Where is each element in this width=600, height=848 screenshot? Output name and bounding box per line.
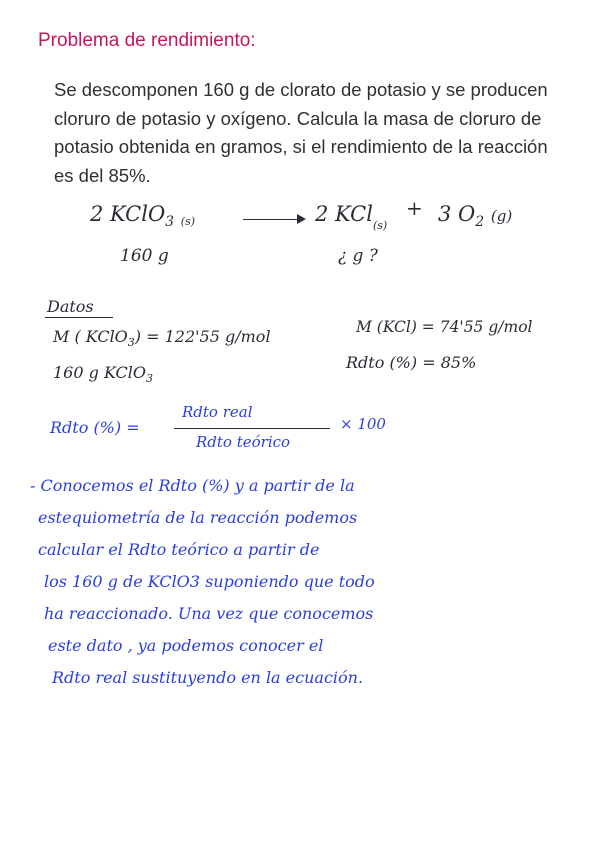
explanation-line: estequiometría de la reacción podemos [38,508,358,527]
rdto-value: Rdto (%) = 85% [346,353,477,372]
product1-formula: 2 KCl [315,202,373,226]
explanation-line: ha reaccionado. Una vez que conocemos [44,604,374,623]
mass-kclo3-prefix: 160 g KClO [53,363,146,382]
reaction-arrow-head [297,214,306,224]
product1-state: (s) [372,219,388,232]
explanation-line: este dato , ya podemos conocer el [48,636,324,655]
explanation-line: Rdto real sustituyendo en la ecuación. [52,668,364,687]
explanation-line: los 160 g de KClO3 suponiendo que todo [44,572,375,591]
reaction-arrow-line [243,219,299,220]
datos-underline [45,317,113,318]
formula-fraction-line [174,428,330,429]
explanation-line: calcular el Rdto teórico a partir de [38,540,320,559]
molar-mass-kclo3 [53,327,271,349]
equation-reactant [90,202,195,230]
problem-statement: Se descomponen 160 g de clorato de potasio y se producen cloruro de potasio y oxígeno. Calcula la masa de cloruro de potasio obtenida en gramos, si el rendimiento de la reacción es del 85%. [54,79,548,186]
problem-heading: Problema de rendimiento: [38,30,256,51]
molar-mass-kcl: M (KCl) = 74'55 g/mol [356,318,533,336]
product2-state: (g) [490,207,513,225]
molar-mass-kclo3-prefix: M ( KClO [53,327,128,346]
reactant-amount: 160 g [120,246,169,266]
molar-mass-kclo3-value: ) = 122'55 g/mol [134,327,271,346]
equation-product-o2 [438,202,512,230]
product2-formula: 3 O [438,202,476,226]
explanation-line: - Conocemos el Rdto (%) y a partir de la [30,476,355,495]
formula-lhs: Rdto (%) = [50,418,140,437]
formula-numerator: Rdto real [182,403,253,421]
reactant-state: (s) [180,215,196,228]
product2-subscript: 2 [475,214,485,230]
mass-kclo3-subscript: 3 [145,372,153,385]
equation-plus: + [406,196,423,220]
formula-denominator: Rdto teórico [196,433,291,451]
equation-product-kcl [315,202,387,232]
reactant-formula: 2 KClO [90,202,166,226]
formula-multiplier: × 100 [340,415,386,433]
molar-mass-kclo3-subscript: 3 [127,336,135,349]
mass-kclo3 [53,363,153,385]
product-amount: ¿ g ? [338,246,378,266]
datos-title: Datos [47,297,94,316]
reactant-subscript: 3 [165,214,175,230]
